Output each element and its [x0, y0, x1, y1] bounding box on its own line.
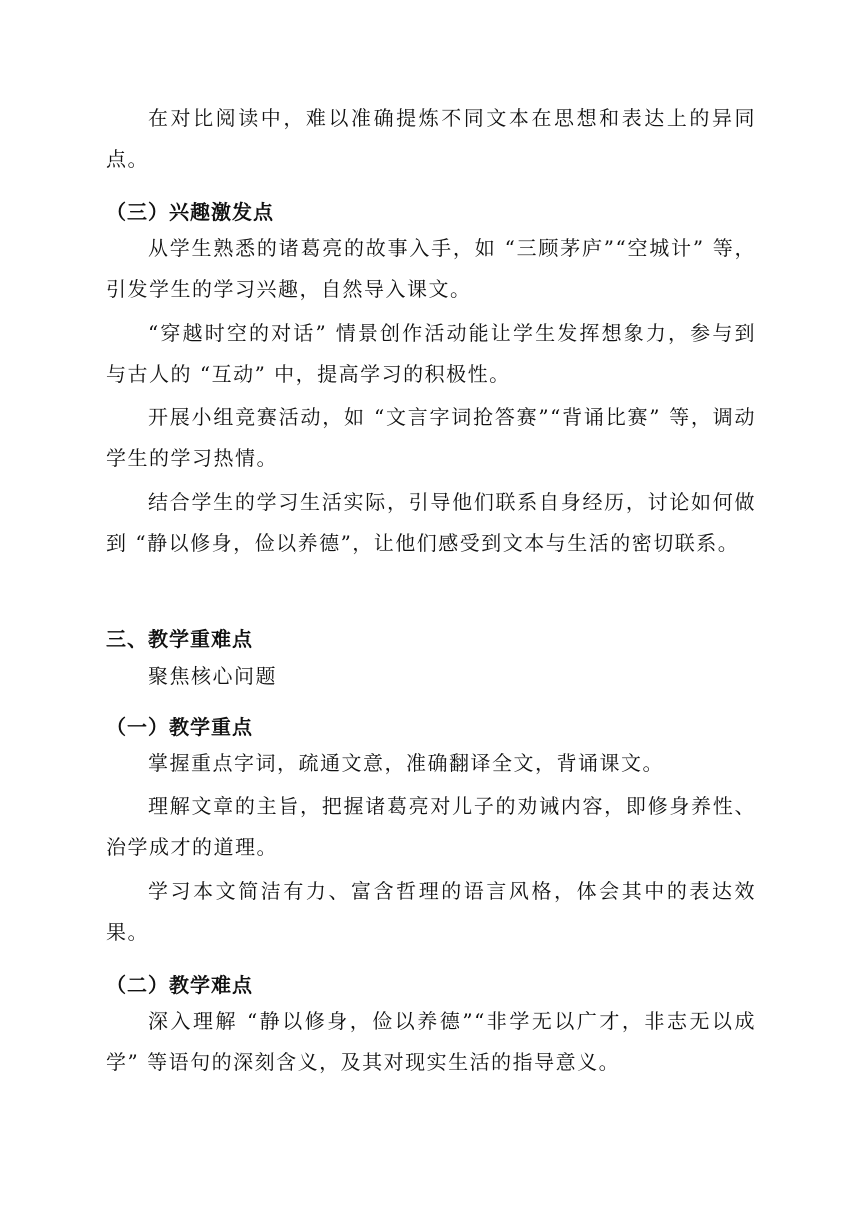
paragraph-compare-reading: 在对比阅读中，难以准确提炼不同文本在思想和表达上的异同点。 — [106, 106, 756, 171]
heading-section-three: 三、教学重难点 — [106, 627, 253, 651]
paragraph-interest-story: 从学生熟悉的诸葛亮的故事入手，如 “三顾茅庐”“空城计” 等，引发学生的学习兴趣，自然导入课文。 — [106, 236, 756, 301]
paragraph-key-1: 掌握重点字词，疏通文意，准确翻译全文，背诵课文。 — [148, 751, 664, 775]
paragraph-interest-dialogue: “穿越时空的对话” 情景创作活动能让学生发挥想象力，参与到与古人的 “互动” 中，提高学习的积极性。 — [106, 321, 756, 386]
paragraph-interest-life: 结合学生的学习生活实际，引导他们联系自身经历，讨论如何做到 “静以修身，俭以养德”，让他们感受到文本与生活的密切联系。 — [106, 490, 756, 555]
paragraph-difficult-1: 深入理解 “静以修身，俭以养德”“非学无以广才，非志无以成学” 等语句的深刻含义，及其对现实生活的指导意义。 — [106, 1009, 756, 1074]
heading-difficult-points: （二）教学难点 — [106, 973, 253, 997]
paragraph-key-3: 学习本文简洁有力、富含哲理的语言风格，体会其中的表达效果。 — [106, 879, 756, 944]
paragraph-key-2: 理解文章的主旨，把握诸葛亮对儿子的劝诫内容，即修身养性、治学成才的道理。 — [106, 794, 756, 859]
paragraph-interest-competition: 开展小组竞赛活动，如 “文言字词抢答赛”“背诵比赛” 等，调动学生的学习热情。 — [106, 405, 756, 470]
heading-interest-points: （三）兴趣激发点 — [106, 200, 274, 224]
heading-key-points: （一）教学重点 — [106, 715, 253, 739]
paragraph-focus-core: 聚焦核心问题 — [148, 664, 277, 688]
